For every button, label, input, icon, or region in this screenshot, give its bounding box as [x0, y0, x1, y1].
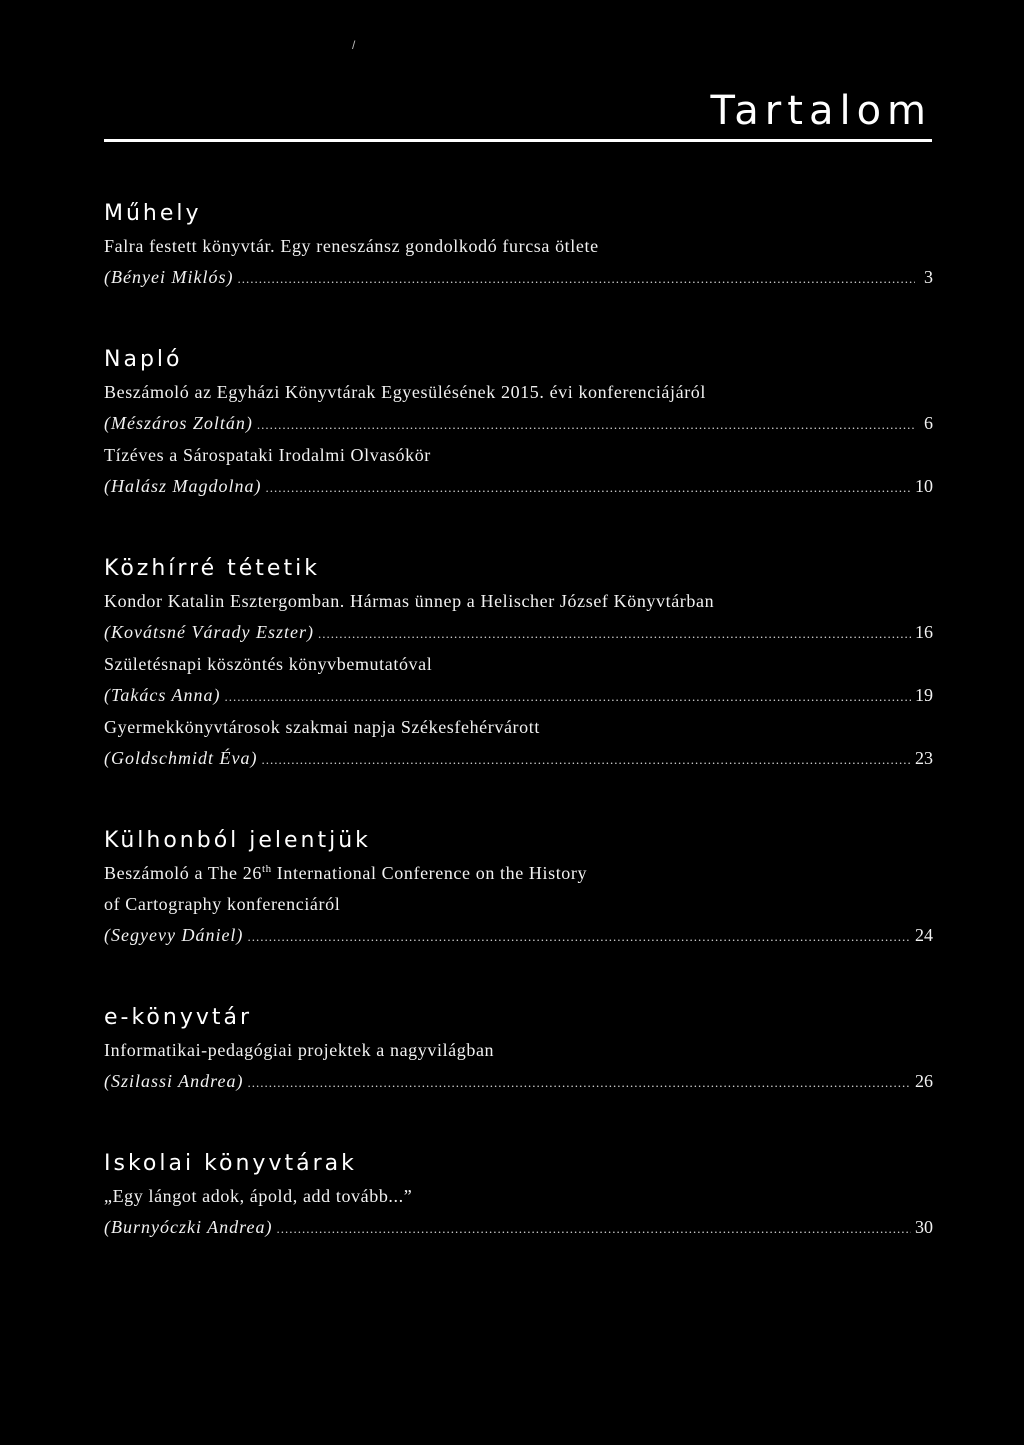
entry-author-line: [104, 1066, 933, 1098]
entry-title: Falra festett könyvtár. Egy reneszánsz gondolkodó furcsa ötlete: [104, 236, 599, 256]
entry-title-part: Beszámoló a The 26: [104, 863, 262, 883]
entry-page-number: 3: [924, 267, 933, 287]
dot-leader: [257, 409, 915, 440]
table-of-contents: [104, 197, 933, 1293]
section-title: Külhonból jelentjük: [104, 828, 371, 853]
entry-author-line: [104, 920, 933, 952]
dot-leader: [247, 921, 911, 952]
entry-title-continuation: of Cartography konferenciáról: [104, 894, 341, 914]
section-title: Napló: [104, 347, 183, 372]
dot-leader: [237, 263, 915, 294]
toc-entry[interactable]: [104, 858, 933, 952]
entry-title: [104, 858, 933, 889]
entry-page-number: 10: [915, 476, 933, 496]
dot-leader: [266, 472, 912, 503]
toc-entry[interactable]: [104, 1181, 933, 1244]
entry-author: (Takács Anna): [104, 685, 221, 705]
entry-page-number: 23: [915, 748, 933, 768]
entry-title: Tízéves a Sárospataki Irodalmi Olvasókör: [104, 445, 431, 465]
entry-title: Gyermekkönyvtárosok szakmai napja Székesfehérvárott: [104, 717, 540, 737]
toc-entry[interactable]: [104, 649, 933, 712]
toc-section-kozhirre-tetetik: [104, 552, 933, 775]
toc-entry[interactable]: [104, 377, 933, 440]
entry-page-number: 16: [915, 622, 933, 642]
toc-entry[interactable]: [104, 712, 933, 775]
entry-author: (Burnyóczki Andrea): [104, 1217, 273, 1237]
entry-author-line: [104, 262, 933, 294]
entry-page-number: 26: [915, 1071, 933, 1091]
entry-author-line: [104, 680, 933, 712]
toc-section-iskolai-konyvtarak: [104, 1147, 933, 1244]
stray-mark: /: [352, 38, 356, 52]
toc-entry[interactable]: [104, 586, 933, 649]
toc-section-e-konyvtar: [104, 1001, 933, 1098]
entry-author: (Segyevy Dániel): [104, 925, 244, 945]
entry-author: (Kovátsné Várady Eszter): [104, 622, 314, 642]
page-title: Tartalom: [710, 88, 932, 134]
entry-page-number: 19: [915, 685, 933, 705]
entry-author-line: [104, 1212, 933, 1244]
entry-author-line: [104, 617, 933, 649]
toc-section-naplo: [104, 343, 933, 503]
toc-entry[interactable]: [104, 440, 933, 503]
entry-title-part: International Conference on the History: [271, 863, 588, 883]
toc-entry[interactable]: [104, 1035, 933, 1098]
section-title: e-könyvtár: [104, 1005, 253, 1030]
entry-author: (Bényei Miklós): [104, 267, 234, 287]
dot-leader: [318, 618, 911, 649]
entry-author: (Mészáros Zoltán): [104, 413, 253, 433]
toc-section-muhely: [104, 197, 933, 294]
entry-title: Kondor Katalin Esztergomban. Hármas ünnep a Helischer József Könyvtárban: [104, 591, 715, 611]
entry-author-line: [104, 408, 933, 440]
dot-leader: [248, 1067, 911, 1098]
entry-author-line: [104, 743, 933, 775]
entry-page-number: 6: [924, 413, 933, 433]
entry-title: „Egy lángot adok, ápold, add tovább...”: [104, 1186, 413, 1206]
entry-title: Születésnapi köszöntés könyvbemutatóval: [104, 654, 433, 674]
toc-entry[interactable]: [104, 231, 933, 294]
entry-page-number: 24: [915, 925, 933, 945]
entry-author-line: [104, 471, 933, 503]
toc-section-kulhonbol-jelentjuk: [104, 824, 933, 952]
entry-author: (Goldschmidt Éva): [104, 748, 258, 768]
entry-title: Informatikai-pedagógiai projektek a nagyvilágban: [104, 1040, 495, 1060]
entry-author: (Szilassi Andrea): [104, 1071, 244, 1091]
entry-page-number: 30: [915, 1217, 933, 1237]
entry-title: Beszámoló az Egyházi Könyvtárak Egyesülésének 2015. évi konferenciájáról: [104, 382, 706, 402]
title-rule: [104, 139, 932, 142]
entry-author: (Halász Magdolna): [104, 476, 262, 496]
dot-leader: [261, 744, 911, 775]
entry-title-superscript: th: [261, 863, 272, 875]
dot-leader: [276, 1213, 911, 1244]
section-title: Műhely: [104, 201, 202, 226]
section-title: Iskolai könyvtárak: [104, 1151, 357, 1176]
dot-leader: [225, 681, 912, 712]
section-title: Közhírré tétetik: [104, 556, 320, 581]
